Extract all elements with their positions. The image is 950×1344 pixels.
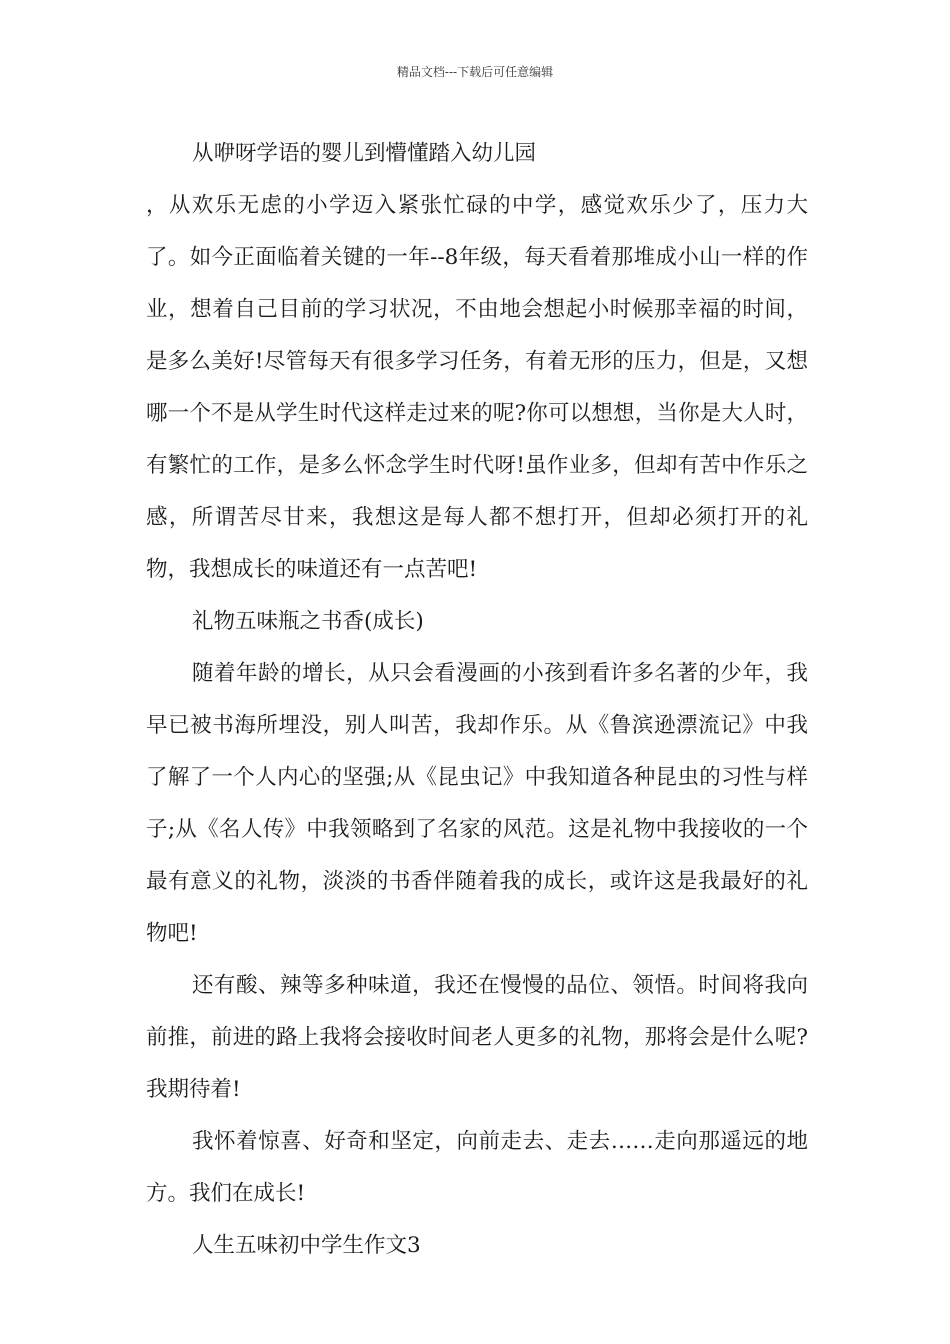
page-header: 精品文档---下载后可任意编辑	[396, 65, 554, 79]
section-heading-2: 人生五味初中学生作文3	[192, 1233, 421, 1258]
paragraph-1-body: ，从欢乐无虑的小学迈入紧张忙碌的中学，感觉欢乐少了，压力大了。如今正面临着关键的一年--8年级，每天看着那堆成小山一样的作业，想着自己目前的学习状况，不由地会想起小时候那幸福的时间，是多么美好!尽管每天有很多学习任务，有着无形的压力，但是，又想哪一个不是从学生时代这样走过来的呢?你可以想想，当你是大人时，有繁忙的工作，是多么怀念学生时代呀!虽作业多，但却有苦中作乐之感，所谓苦尽甘来，我想这是每人都不想打开，但却必须打开的礼物，我想成长的味道还有一点苦吧!	[146, 193, 808, 582]
document-body	[146, 128, 808, 1272]
paragraph-4: 我怀着惊喜、好奇和坚定，向前走去、走去……走向那遥远的地方。我们在成长!	[146, 1129, 808, 1206]
paragraph-2: 随着年龄的增长，从只会看漫画的小孩到看许多名著的少年，我早已被书海所埋没，别人叫苦，我却作乐。从《鲁滨逊漂流记》中我了解了一个人内心的坚强;从《昆虫记》中我知道各种昆虫的习性与样子;从《名人传》中我领略到了名家的风范。这是礼物中我接收的一个最有意义的礼物，淡淡的书香伴随着我的成长，或许这是我最好的礼物吧!	[146, 661, 808, 946]
paragraph-1-opening: 从咿呀学语的婴儿到懵懂踏入幼儿园	[192, 141, 537, 166]
paragraph-3: 还有酸、辣等多种味道，我还在慢慢的品位、领悟。时间将我向前推，前进的路上我将会接收时间老人更多的礼物，那将会是什么呢?我期待着!	[146, 973, 808, 1102]
section-heading-1: 礼物五味瓶之书香(成长)	[192, 609, 424, 634]
